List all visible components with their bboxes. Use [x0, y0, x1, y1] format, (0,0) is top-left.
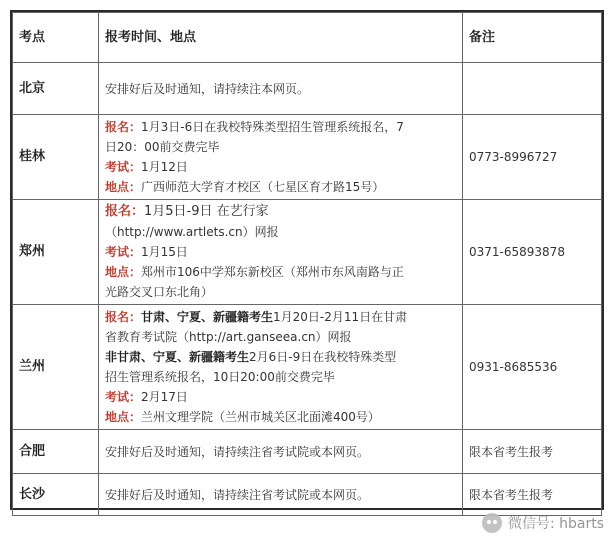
info-changsha: 安排好后及时通知，请持续注省考试院或本网页。 [99, 474, 463, 516]
watermark [482, 512, 604, 534]
signup-lanzhou-bold-3: 非甘肃、宁夏、新疆籍考生 [105, 350, 250, 364]
header-note: 备注 [463, 13, 602, 63]
place-zhengzhou-2: 光路交叉口东北角） [105, 285, 214, 299]
note-beijing [463, 63, 602, 115]
watermark-text: 微信号: hbarts [507, 516, 604, 532]
table-row-guilin [13, 115, 602, 200]
header-time-place: 报考时间、地点 [99, 13, 463, 63]
table-row-beijing [13, 63, 602, 115]
place-zhengzhou-1: 郑州市106中学郑东新校区（郑州市东风南路与正 [141, 265, 404, 279]
signup-label: 报名： [105, 120, 142, 134]
place-label: 地点： [105, 265, 142, 279]
signup-lanzhou-rest-3: 2月6日-9日在我校特殊类型 [249, 350, 397, 364]
signup-guilin-1: 1月3日-6日在我校特殊类型招生管理系统报名，7 [141, 120, 404, 134]
exam-zhengzhou: 1月15日 [141, 245, 188, 259]
signup-lanzhou-2: 省教育考试院（http://art.ganseea.cn）网报 [105, 330, 352, 344]
note-hefei: 限本省考生报考 [463, 430, 602, 474]
table-row-hefei [13, 430, 602, 474]
note-changsha: 限本省考生报考 [463, 474, 602, 516]
details-guilin [99, 115, 463, 200]
city-guilin: 桂林 [13, 115, 99, 200]
place-guilin: 广西师范大学育才校区（七星区育才路15号） [141, 180, 385, 194]
exam-schedule-table-frame [10, 10, 604, 510]
city-beijing: 北京 [13, 63, 99, 115]
place-label: 地点： [105, 410, 142, 424]
header-location: 考点 [13, 13, 99, 63]
signup-label: 报名： [105, 204, 145, 219]
city-lanzhou: 兰州 [13, 305, 99, 430]
place-label: 地点： [105, 180, 142, 194]
details-lanzhou [99, 305, 463, 430]
exam-guilin: 1月12日 [141, 160, 188, 174]
table-row-lanzhou [13, 305, 602, 430]
table-row-zhengzhou [13, 200, 602, 305]
signup-lanzhou-4: 招生管理系统报名，10日20:00前交费完毕 [105, 370, 335, 384]
exam-lanzhou: 2月17日 [141, 390, 188, 404]
info-hefei: 安排好后及时通知，请持续注省考试院或本网页。 [99, 430, 463, 474]
city-hefei: 合肥 [13, 430, 99, 474]
exam-label: 考试： [105, 160, 142, 174]
header-row [13, 13, 602, 63]
signup-zhengzhou-1: 1月5日-9日 在艺行家 [144, 204, 269, 219]
info-beijing: 安排好后及时通知，请持续注本网页。 [99, 63, 463, 115]
signup-lanzhou-bold-1: 甘肃、宁夏、新疆籍考生 [141, 310, 274, 324]
city-changsha: 长沙 [13, 474, 99, 516]
exam-label: 考试： [105, 390, 142, 404]
signup-label: 报名： [105, 310, 142, 324]
note-lanzhou: 0931-8685536 [463, 305, 602, 430]
note-guilin: 0773-8996727 [463, 115, 602, 200]
details-zhengzhou [99, 200, 463, 305]
exam-schedule-table [12, 12, 602, 516]
exam-label: 考试： [105, 245, 142, 259]
city-zhengzhou: 郑州 [13, 200, 99, 305]
table-row-changsha [13, 474, 602, 516]
signup-lanzhou-rest-1: 1月20日-2月11日在甘肃 [273, 310, 408, 324]
note-zhengzhou: 0371-65893878 [463, 200, 602, 305]
place-lanzhou: 兰州文理学院（兰州市城关区北面滩400号） [141, 410, 380, 424]
wechat-icon [482, 513, 502, 533]
signup-zhengzhou-2: （http://www.artlets.cn）网报 [105, 225, 279, 239]
signup-guilin-2: 日20：00前交费完毕 [105, 140, 220, 154]
